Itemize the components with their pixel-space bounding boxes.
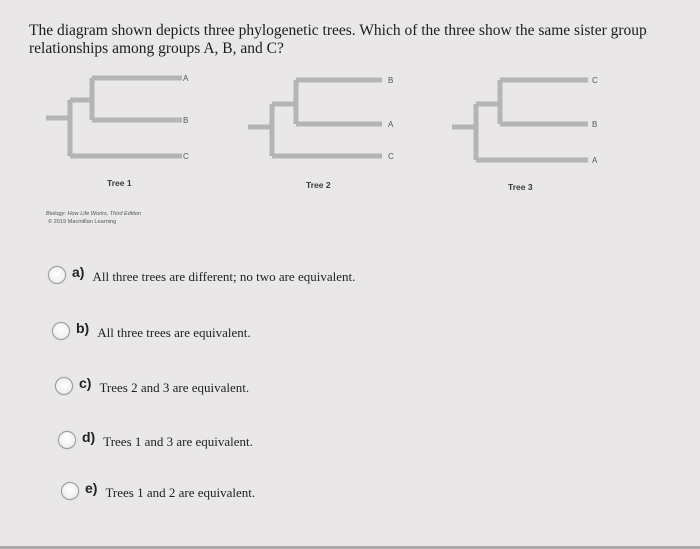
option-b[interactable] bbox=[52, 322, 251, 340]
option-c-letter: c) bbox=[79, 375, 92, 391]
option-b-radio[interactable] bbox=[52, 322, 70, 340]
option-c-radio[interactable] bbox=[55, 377, 73, 395]
option-a-text: All three trees are different; no two are equivalent. bbox=[92, 269, 356, 284]
figure-credit-copyright: © 2019 Macmillan Learning bbox=[48, 219, 117, 225]
option-a[interactable] bbox=[48, 266, 355, 284]
tree-3-lines bbox=[452, 80, 588, 160]
option-e-text: Trees 1 and 2 are equivalent. bbox=[105, 485, 256, 500]
tree-3-tip-3: A bbox=[592, 156, 598, 165]
tree-2-lines bbox=[248, 80, 382, 156]
option-c-text: Trees 2 and 3 are equivalent. bbox=[99, 380, 250, 395]
question-text: The diagram shown depicts three phylogenetic trees. Which of the three show the same sister group relationships among groups A, B, and C? bbox=[29, 22, 647, 57]
option-d-letter: d) bbox=[82, 429, 96, 445]
tree-2-tip-2: A bbox=[388, 120, 394, 129]
tree-1-tip-1: A bbox=[183, 74, 189, 83]
tree-2-tip-3: C bbox=[388, 152, 394, 161]
option-b-letter: b) bbox=[76, 320, 90, 336]
tree-2-tip-1: B bbox=[388, 76, 394, 85]
tree-2-label: Tree 2 bbox=[306, 180, 331, 190]
option-d[interactable] bbox=[58, 431, 253, 449]
option-e-letter: e) bbox=[85, 480, 98, 496]
tree-1-lines bbox=[46, 78, 182, 156]
tree-1-tip-2: B bbox=[183, 116, 189, 125]
figure-credit-title: Biology: How Life Works, Third Edition bbox=[46, 211, 142, 217]
tree-3-label: Tree 3 bbox=[508, 182, 533, 192]
option-e-radio[interactable] bbox=[61, 482, 79, 500]
tree-1-label: Tree 1 bbox=[107, 178, 132, 188]
tree-1-tip-3: C bbox=[183, 152, 189, 161]
option-d-radio[interactable] bbox=[58, 431, 76, 449]
option-a-letter: a) bbox=[72, 264, 85, 280]
option-b-text: All three trees are equivalent. bbox=[97, 325, 251, 340]
option-a-radio[interactable] bbox=[48, 266, 66, 284]
option-e[interactable] bbox=[61, 482, 255, 500]
option-d-text: Trees 1 and 3 are equivalent. bbox=[103, 434, 253, 449]
option-c[interactable] bbox=[55, 377, 249, 395]
tree-3-tip-2: B bbox=[592, 120, 598, 129]
tree-3-tip-1: C bbox=[592, 76, 598, 85]
